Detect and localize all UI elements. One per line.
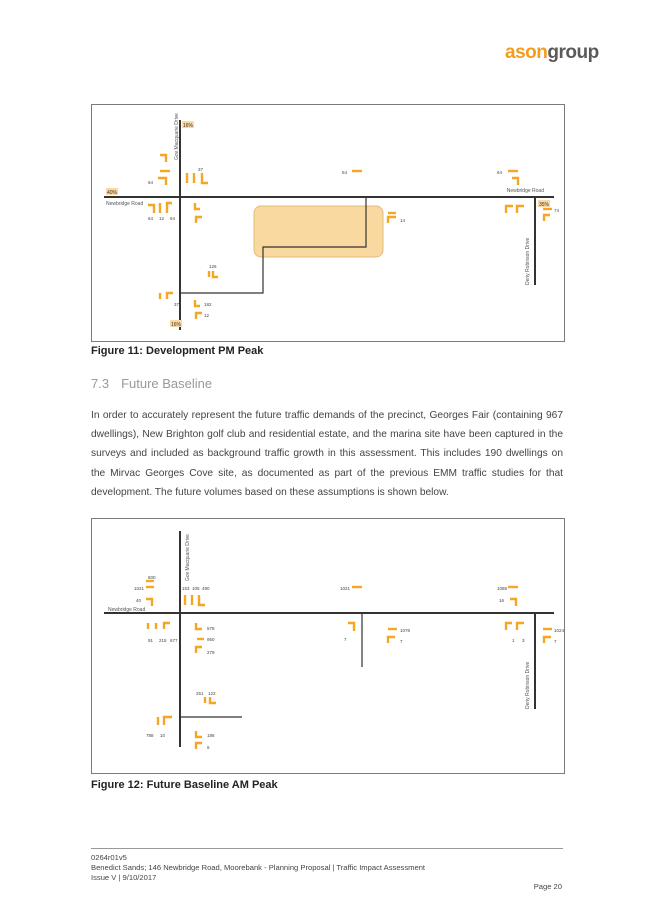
body-paragraph: In order to accurately represent the future traffic demands of the precinct, Georges Fair (containing 967 dwellings), New Brighton golf club and residential estate, and the marina site have been captured in the surveys and included as background traffic growth in this assessment. This includes 190 dwellings on the Mirvac Georges Cove site, as documented as part of the previous EMM traffic studies for that development. The future volumes based on these assumptions is shown below. <box>91 410 563 498</box>
svg-text:490: 490 <box>202 586 210 591</box>
gms-drive-label: Gov Macquarie Drive <box>174 113 180 160</box>
svg-text:37: 37 <box>174 302 180 307</box>
svg-text:7: 7 <box>344 637 347 642</box>
percent-right: 35% <box>539 202 550 208</box>
svg-text:186: 186 <box>207 733 215 738</box>
svg-text:37: 37 <box>198 167 204 172</box>
percent-bottom: 16% <box>171 322 182 328</box>
svg-text:64: 64 <box>497 170 503 175</box>
figure-12-caption: Figure 12: Future Baseline AM Peak <box>91 779 278 791</box>
footer <box>91 853 563 884</box>
svg-text:600: 600 <box>148 575 156 580</box>
svg-text:1076: 1076 <box>400 628 411 633</box>
svg-text:64: 64 <box>342 170 348 175</box>
figure-11-diagram <box>91 104 565 342</box>
svg-text:6: 6 <box>207 745 210 750</box>
gms-drive-label: Gov Macquarie Drive <box>185 534 191 581</box>
svg-text:12: 12 <box>204 313 210 318</box>
newbridge-road-right-label: Newbridge Road <box>506 188 544 194</box>
newbridge-road-label: Newbridge Road <box>108 607 146 613</box>
svg-text:279: 279 <box>207 650 215 655</box>
figure-11-caption: Figure 11: Development PM Peak <box>91 345 264 357</box>
deny-robinson-drive-label: Deny Robinson Drive <box>525 661 531 709</box>
svg-text:14: 14 <box>400 218 406 223</box>
svg-text:64: 64 <box>148 216 154 221</box>
svg-text:74: 74 <box>554 208 560 213</box>
svg-text:40: 40 <box>136 598 142 603</box>
svg-text:578: 578 <box>207 626 215 631</box>
asongroup-logo: asongroup <box>505 42 599 63</box>
development-site-area <box>254 206 383 257</box>
newbridge-road-left-label: Newbridge Road <box>106 201 144 207</box>
percent-left: 40% <box>107 190 118 196</box>
svg-text:12: 12 <box>159 216 165 221</box>
svg-text:677: 677 <box>170 638 178 643</box>
svg-text:126: 126 <box>209 264 217 269</box>
project-title: Benedict Sands; 146 Newbridge Road, Moorebank - Planning Proposal | Traffic Impact Assessment <box>91 863 426 873</box>
svg-text:251: 251 <box>196 691 204 696</box>
svg-text:91: 91 <box>148 638 154 643</box>
svg-text:1: 1 <box>512 638 515 643</box>
svg-text:153: 153 <box>182 586 190 591</box>
svg-text:182: 182 <box>204 302 212 307</box>
percent-top: 16% <box>183 123 194 129</box>
svg-text:1021: 1021 <box>134 586 145 591</box>
section-heading: 7.3 Future Baseline <box>91 376 213 391</box>
svg-text:1024: 1024 <box>554 628 564 633</box>
svg-text:3: 3 <box>522 638 525 643</box>
svg-text:7: 7 <box>400 639 403 644</box>
footer-divider <box>91 848 563 849</box>
svg-text:788: 788 <box>146 733 154 738</box>
figure-12-diagram <box>91 518 565 774</box>
svg-text:215: 215 <box>159 638 167 643</box>
svg-text:1088: 1088 <box>497 586 508 591</box>
doc-ref: 0264r01v5 <box>91 853 127 862</box>
svg-text:122: 122 <box>208 691 216 696</box>
issue-date: Issue V | 9/10/2017 <box>91 873 157 883</box>
svg-text:7: 7 <box>554 639 557 644</box>
deny-robinson-drive-label: Deny Robinson Drive <box>525 237 531 285</box>
svg-text:16: 16 <box>499 598 505 603</box>
page-number: Page 20 <box>533 882 562 891</box>
svg-text:64: 64 <box>148 180 154 185</box>
svg-text:10: 10 <box>160 733 166 738</box>
svg-text:1021: 1021 <box>340 586 351 591</box>
svg-text:950: 950 <box>207 637 215 642</box>
svg-text:105: 105 <box>192 586 200 591</box>
svg-text:64: 64 <box>170 216 176 221</box>
